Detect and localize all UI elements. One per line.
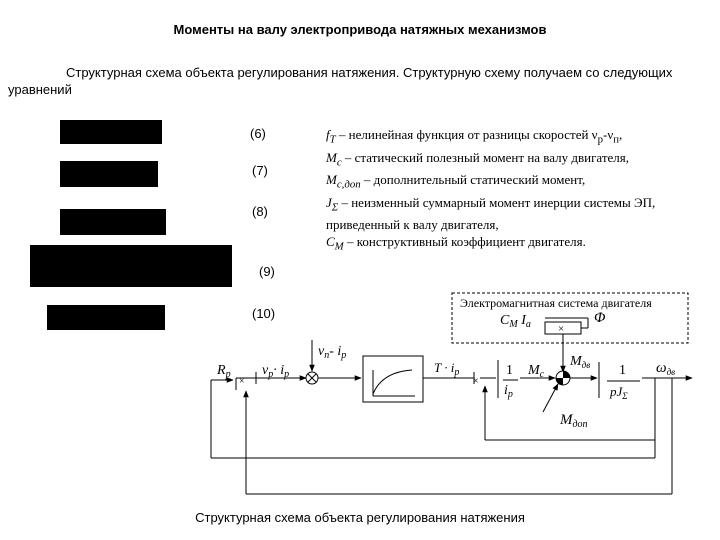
definition-mc: $M_c$ – статический полезный момент на валу двигателя,	[326, 149, 630, 169]
intro-sentence: Структурная схема объекта регулирования натяжения. Структурную схему получаем со следующих уравнений	[8, 65, 673, 97]
definition-cm: $C_M$ – конструктивный коэффициент двигателя.	[326, 234, 586, 253]
mdv-label: $M_{дв}$	[570, 354, 591, 370]
pj-den: $pJ_\Sigma$	[610, 384, 628, 401]
one-over-ip-num: 1	[506, 363, 513, 378]
equation-number-10: (10)	[252, 306, 276, 321]
phi-label: Φ	[594, 310, 606, 326]
rp-label: $R_p$	[217, 363, 231, 380]
definition-mcdop: $M_{c,доп}$ – дополнительный статический момент,	[326, 172, 586, 191]
equation-number-6: (6)	[250, 126, 266, 141]
vn-ip-label: $\nu_n-$ $i_p$	[318, 344, 347, 361]
omega-label: $\omega_{дв}$	[656, 360, 676, 377]
page-title: Моменты на валу электропривода натяжных механизмов	[173, 22, 547, 37]
definition-ft: $f_Т$ – нелинейная функция от разницы скоростей $\nu_р-\nu_п$,	[326, 127, 623, 146]
cm-ia-label: $C_M$ $I_a$	[500, 313, 531, 330]
pj-num: 1	[619, 363, 626, 378]
definition-jsum: $J_\Sigma$ – неизменный суммарный момент инерции системы ЭП, приведенный к валу двигателя,	[326, 194, 656, 233]
vp-ip-label: $\nu_p\cdot i_p$	[262, 363, 290, 380]
mdop-label: $M_{доп}$	[560, 412, 588, 430]
svg-text:×: ×	[558, 323, 565, 335]
one-over-ip-den: $i_p$	[504, 383, 513, 400]
equation-number-7: (7)	[252, 163, 268, 178]
equation-number-9: (9)	[259, 264, 275, 279]
mc-label: $M_c$	[528, 363, 545, 380]
em-system-title: Электромагнитная система двигателя	[460, 296, 652, 310]
svg-text:×: ×	[239, 376, 245, 387]
t-ip-label: $T \cdot i_p$	[434, 360, 460, 378]
figure-caption: Структурная схема объекта регулирования натяжения	[195, 510, 525, 525]
svg-text:×: ×	[473, 376, 479, 387]
nonlinear-block	[363, 356, 423, 402]
equation-number-8: (8)	[252, 204, 268, 219]
